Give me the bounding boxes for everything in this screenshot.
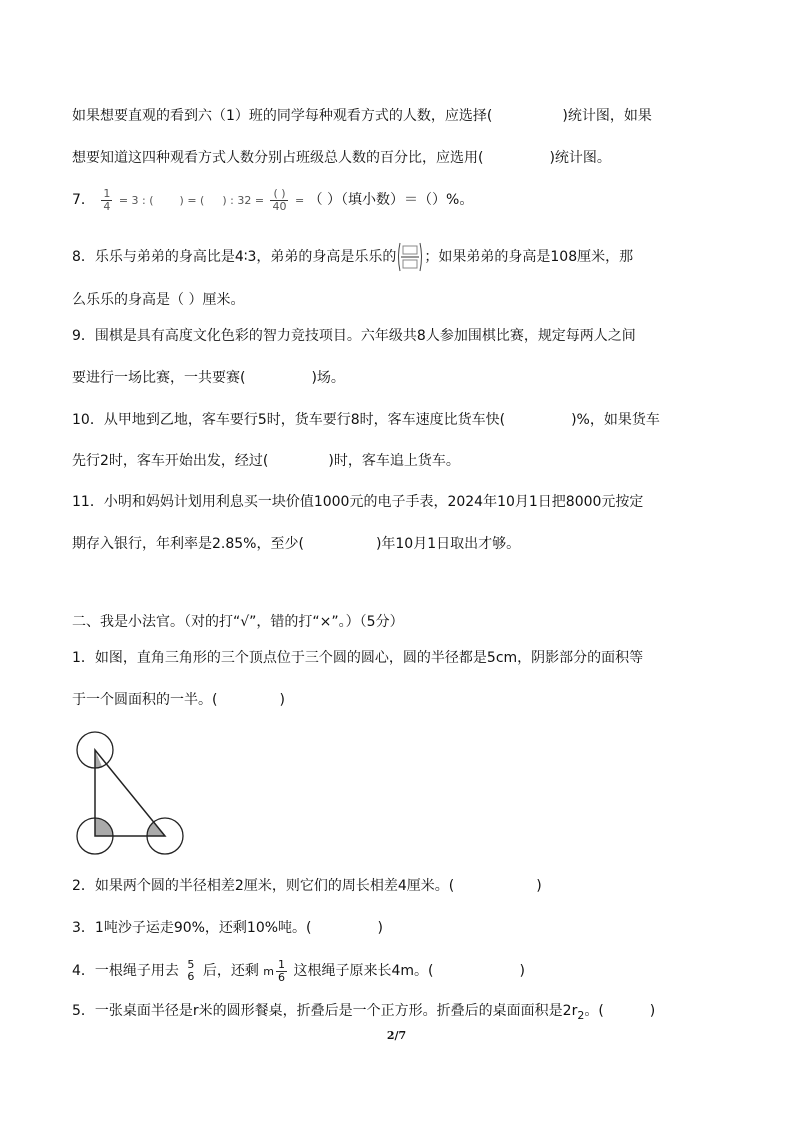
fraction-5-6: 5 6 (187, 958, 195, 983)
judge-4: 4．一根绳子用去 5 6 后，还剩 m $\frac{1}{6}$ 这根绳子原来长4m。( ) (72, 957, 525, 984)
q6-line-1: 如果想要直观的看到六（1）班的同学每种观看方式的人数，应选择( )统计图，如果 (72, 108, 652, 124)
q11-line-1: 11．小明和妈妈计划用利息买一块价值1000元的电子手表，2024年10月1日把8000元按定 (72, 494, 644, 510)
judge-1-line-1: 1．如图，直角三角形的三个顶点位于三个圆的圆心，圆的半径都是5cm，阴影部分的面积等 (72, 650, 644, 666)
q7-fraction-2: $\frac{( )}{40}$ (272, 186, 287, 213)
q6-line-2: 想要知道这四种观看方式人数分别占班级总人数的百分比，应选用( )统计图。 (72, 150, 611, 166)
section-2-heading: 二、我是小法官。（对的打“√”，错的打“×”。）（5分） (72, 614, 404, 630)
shaded-sector-top (95, 750, 102, 768)
q8-line-1: 8．乐乐与弟弟的身高比是4∶3，弟弟的身高是乐乐的 ；如果弟弟的身高是108厘米，那 (72, 240, 633, 274)
q9-line-1: 9．围棋是具有高度文化色彩的智力竞技项目。六年级共8人参加围棋比赛，规定每两人之间 (72, 328, 636, 344)
judge-1-line-2: 于一个圆面积的一半。( ) (72, 692, 285, 708)
judge-5: 5．一张桌面半径是r米的圆形餐桌，折叠后是一个正方形。折叠后的桌面面积是$2r_2$。( ) (72, 1003, 656, 1022)
judge-3: 3．1吨沙子运走90%，还剩10%吨。( ) (72, 920, 383, 936)
q9-line-2: 要进行一场比赛，一共要赛( )场。 (72, 370, 345, 386)
q8-line-2: 么乐乐的身高是（ ）厘米。 (72, 292, 245, 308)
q10-line-1: 10．从甲地到乙地，客车要行5时，货车要行8时，客车速度比货车快( )%，如果货车 (72, 412, 660, 428)
q7-line: 7． $\frac{1}{4}$ = 3 : ( ) = ( ) : 32 = $\frac{( )}{40}$ = （ ）（填小数）＝（）%。 (72, 186, 474, 213)
triangle-circles-figure (72, 728, 192, 863)
q7-fraction-1: $\frac{1}{4}$ (103, 186, 111, 213)
fraction-1-6: $\frac{1}{6}$ (278, 957, 285, 984)
q10-line-2: 先行2时，客车开始出发，经过( )时，客车追上货车。 (72, 453, 460, 469)
page-number: 2/7 (386, 1029, 407, 1042)
judge-2: 2．如果两个圆的半径相差2厘米，则它们的周长相差4厘米。( ) (72, 878, 542, 894)
q11-line-2: 期存入银行，年利率是2.85%，至少( )年10月1日取出才够。 (72, 536, 521, 552)
blank-fraction-box (396, 240, 424, 274)
